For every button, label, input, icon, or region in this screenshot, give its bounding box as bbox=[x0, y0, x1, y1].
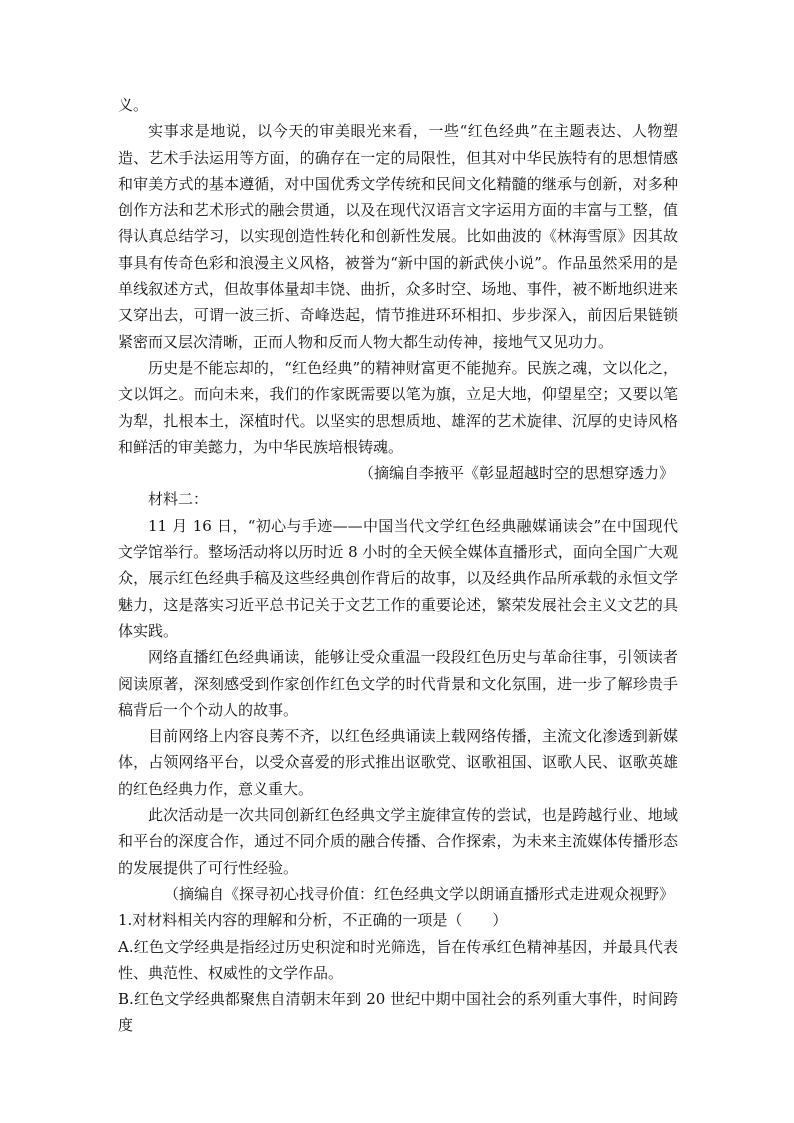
source-citation-1: （摘编自李掖平《彰显超越时空的思想穿透力》 bbox=[358, 464, 674, 483]
option-b: B.红色文学经典都聚焦自清朝末年到 20 世纪中期中国社会的系列重大事件，时间跨度 bbox=[118, 990, 678, 1035]
question-1: 1.对材料相关内容的理解和分析，不正确的一项是（ ） bbox=[118, 911, 508, 930]
paragraph-reading-event: 11 月 16 日，“初心与手迹——中国当代文学红色经典融媒诵读会”在中国现代文学馆举行。整场活动将以历时近 8 小时的全天候全媒体直播形式，面向全国广大观众，展示红色经典手稿及这些经典创作背后的故事，以及经典作品所承载的永恒文学魅力，这是落实习近平总书记关于文艺工作的重要论述，繁荣发展社会主义文艺的具体实践。 bbox=[118, 516, 678, 640]
paragraph-red-classics-limits: 实事求是地说，以今天的审美眼光来看，一些“红色经典”在主题表达、人物塑造、艺术手法运用等方面，的确存在一定的局限性，但其对中华民族特有的思想情感和审美方式的基本遵循，对中国优秀文学传统和民间文化精髓的继承与创新，对多种创作方法和艺术形式的融会贯通，以及在现代汉语言文字运用方面的丰富与工整，值得认真总结学习，以实现创造性转化和创新性发展。比如曲波的《林海雪原》因其故事具有传奇色彩和浪漫主义风格，被誉为“新中国的新武侠小说”。作品虽然采用的是单线叙述方式，但故事体量却丰饶、曲折，众多时空、场地、事件，被不断地织进来又穿出去，可谓一波三折、奇峰迭起，情节推进环环相扣、步步深入，前因后果链锁紧密而又层次清晰，正而人物和反而人物大都生动传神，接地气又见功力。 bbox=[118, 122, 678, 351]
paragraph-continuation: 义。 bbox=[118, 96, 149, 114]
source-citation-2: （摘编自《探寻初心找寻价值：红色经典文学以朗诵直播形式走进观众视野》 bbox=[163, 884, 674, 903]
paragraph-network-content: 目前网络上内容良莠不齐，以红色经典诵读上载网络传播，主流文化渗透到新媒体，占领网络平台，以受众喜爱的形式推出讴歌党、讴歌祖国、讴歌人民、讴歌英雄的红色经典力作，意义重大。 bbox=[118, 727, 678, 798]
material-two-label: 材料二： bbox=[148, 490, 209, 509]
paragraph-activity-attempt: 此次活动是一次共同创新红色经典文学主旋律宣传的尝试，也是跨越行业、地域和平台的深度合作，通过不同介质的融合传播、合作探索，为未来主流媒体传播形态的发展提供了可行性经验。 bbox=[118, 806, 678, 877]
paragraph-history-spirit: 历史是不能忘却的，“红色经典”的精神财富更不能抛弃。民族之魂，文以化之，文以饵之。而向未来，我们的作家既需要以笔为旗，立足大地，仰望星空；又要以笔为犁，扎根本土，深植时代。以坚实的思想质地、雄浑的艺术旋律、沉厚的史诗风格和鲜活的审美懿力，为中华民族培根铸魂。 bbox=[118, 358, 678, 456]
document-body bbox=[118, 92, 678, 1039]
paragraph-live-stream: 网络直播红色经典诵读，能够让受众重温一段段红色历史与革命往事，引领读者阅读原著，深刻感受到作家创作红色文学的时代背景和文化氛围，进一步了解珍贵手稿背后一个个动人的故事。 bbox=[118, 648, 678, 719]
option-a: A.红色文学经典是指经过历史积淀和时光筛选，旨在传承红色精神基因，并最具代表性、典范性、权威性的文学作品。 bbox=[118, 937, 678, 982]
